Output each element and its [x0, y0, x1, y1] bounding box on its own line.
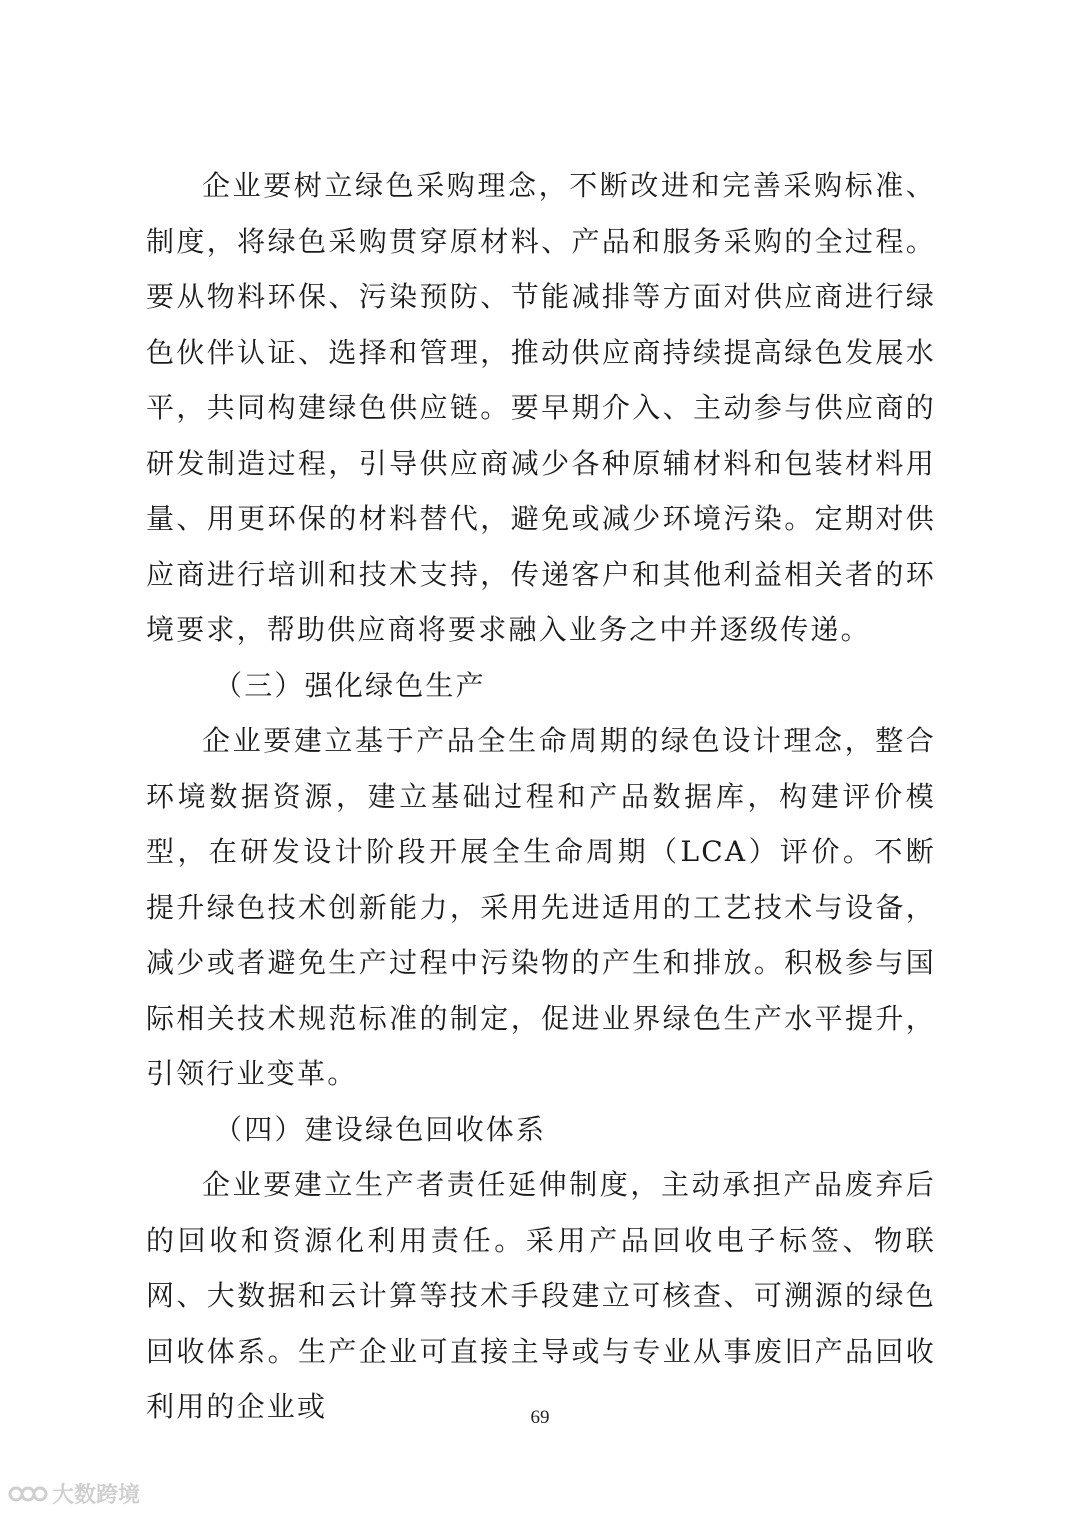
paragraph-green-procurement: 企业要树立绿色采购理念，不断改进和完善采购标准、制度，将绿色采购贯穿原材料、产品和服务采购的全过程。要从物料环保、污染预防、节能减排等方面对供应商进行绿色伙伴认证、选择和管理，推动供应商持续提高绿色发展水平，共同构建绿色供应链。要早期介入、主动参与供应商的研发制造过程，引导供应商减少各种原辅材料和包装材料用量、用更环保的材料替代，避免或减少环境污染。定期对供应商进行培训和技术支持，传递客户和其他利益相关者的环境要求，帮助供应商将要求融入业务之中并逐级传递。	[146, 169, 936, 646]
page-content	[146, 158, 936, 1435]
page-number: 69	[530, 1407, 550, 1428]
section-heading-green-recycling: （四）建设绿色回收体系	[214, 1112, 547, 1146]
watermark	[8, 1478, 140, 1509]
paragraph-green-production: 企业要建立基于产品全生命周期的绿色设计理念，整合环境数据资源，建立基础过程和产品数据库，构建评价模型，在研发设计阶段开展全生命周期（LCA）评价。不断提升绿色技术创新能力，采用先进适用的工艺技术与设备，减少或者避免生产过程中污染物的产生和排放。积极参与国际相关技术规范标准的制定，促进业界绿色生产水平提升，引领行业变革。	[146, 724, 936, 1090]
watermark-text: 大数跨境	[52, 1483, 141, 1508]
paragraph-green-recycling: 企业要建立生产者责任延伸制度，主动承担产品废弃后的回收和资源化利用责任。采用产品回收电子标签、物联网、大数据和云计算等技术手段建立可核查、可溯源的绿色回收体系。生产企业可直接主导或与专业从事废旧产品回收利用的企业或	[146, 1168, 936, 1423]
brand-logo-icon	[8, 1480, 48, 1508]
section-heading-green-production: （三）强化绿色生产	[214, 668, 486, 702]
